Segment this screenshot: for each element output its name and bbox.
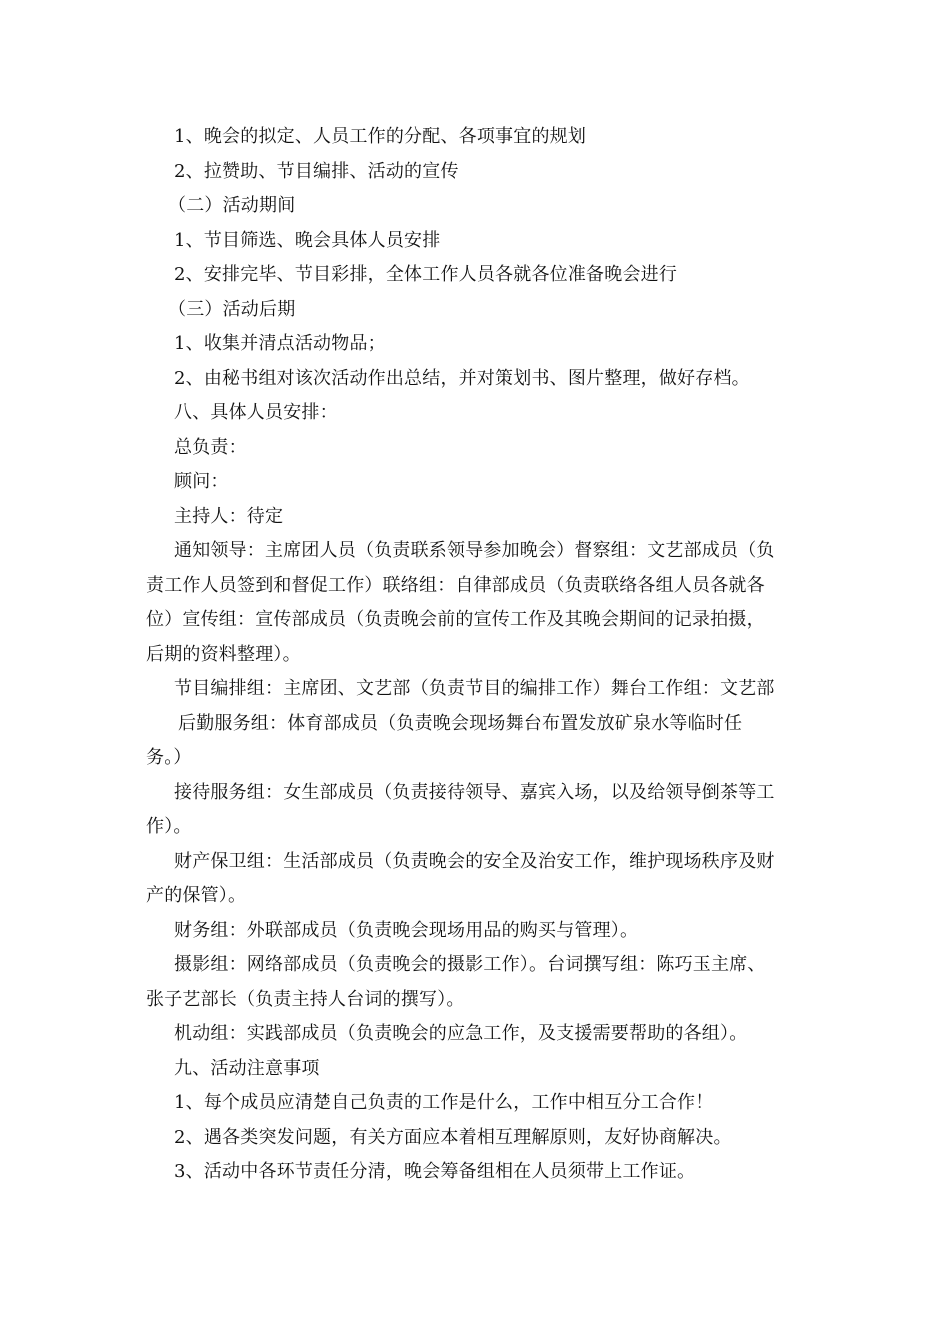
text-line: 2、遇各类突发问题，有关方面应本着相互理解原则，友好协商解决。 [174, 1126, 732, 1148]
text-line: 3、活动中各环节责任分清，晚会筹备组相在人员须带上工作证。 [174, 1161, 696, 1182]
text-line: 2、由秘书组对该次活动作出总结，并对策划书、图片整理，做好存档。 [174, 367, 750, 389]
paragraph-line: 作）。 [146, 816, 192, 837]
text-line: 顾问： [174, 471, 229, 492]
text-line: 主持人：待定 [174, 505, 284, 527]
section-heading: 八、具体人员安排： [174, 402, 338, 423]
paragraph-line: 通知领导：主席团人员（负责联系领导参加晚会）督察组：文艺部成员（负 [174, 540, 775, 561]
paragraph-line: 责工作人员签到和督促工作）联络组：自律部成员（负责联络各组人员各就各 [146, 574, 765, 596]
paragraph-line: 位）宣传组：宣传部成员（负责晚会前的宣传工作及其晚会期间的记录拍摄， [146, 609, 765, 630]
text-line: 财务组：外联部成员（负责晚会现场用品的购买与管理）。 [174, 919, 639, 941]
text-line: 1、每个成员应清楚自己负责的工作是什么，工作中相互分工合作！ [174, 1092, 714, 1113]
paragraph-line: 后勤服务组：体育部成员（负责晚会现场舞台布置发放矿泉水等临时任 [178, 712, 743, 734]
text-line: 总负责： [174, 436, 247, 458]
paragraph-line: 务。） [146, 747, 192, 768]
paragraph-line: 产的保管）。 [146, 885, 247, 906]
paragraph-line: 摄影组：网络部成员（负责晚会的摄影工作）。台词撰写组：陈巧玉主席、 [174, 954, 766, 975]
text-line: 2、安排完毕、节目彩排，全体工作人员各就各位准备晚会进行 [174, 264, 678, 285]
paragraph-line: 张子艺部长（负责主持人台词的撰写）。 [146, 988, 465, 1010]
section-heading: 九、活动注意事项 [174, 1057, 320, 1079]
section-heading: （二）活动期间 [168, 195, 296, 216]
text-line: 1、收集并清点活动物品； [174, 333, 386, 354]
text-line: 1、节目筛选、晚会具体人员安排 [174, 229, 441, 251]
paragraph-line: 后期的资料整理）。 [146, 643, 301, 665]
paragraph-line: 财产保卫组：生活部成员（负责晚会的安全及治安工作，维护现场秩序及财 [174, 850, 775, 872]
section-heading: （三）活动后期 [168, 298, 296, 320]
paragraph-line: 节目编排组：主席团、文艺部（负责节目的编排工作）舞台工作组：文艺部 [174, 678, 775, 699]
paragraph-line: 接待服务组：女生部成员（负责接待领导、嘉宾入场，以及给领导倒茶等工 [174, 781, 775, 803]
text-line: 1、晚会的拟定、人员工作的分配、各项事宜的规划 [174, 126, 587, 147]
text-line: 2、拉赞助、节目编排、活动的宣传 [174, 160, 459, 182]
text-line: 机动组：实践部成员（负责晚会的应急工作，及支援需要帮助的各组）。 [174, 1023, 748, 1044]
document-body [146, 120, 808, 1190]
